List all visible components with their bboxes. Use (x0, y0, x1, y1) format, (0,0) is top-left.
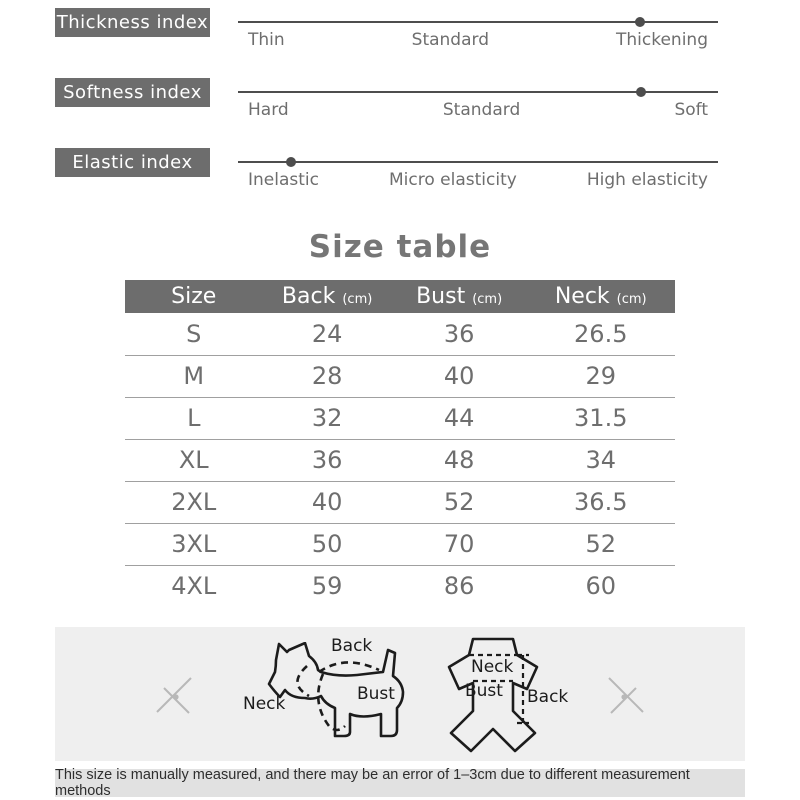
tick-label: Thin (248, 30, 285, 50)
table-row-m (125, 355, 675, 397)
tick-label: Thickening (616, 30, 708, 50)
column-header-size: Size (125, 280, 263, 313)
table-row-2xl (125, 481, 675, 523)
index-row-thickness (55, 8, 800, 63)
table-row-4xl (125, 565, 675, 607)
cell-bust: 52 (392, 481, 527, 523)
dog-neck-label: Neck (243, 694, 286, 714)
garment-neck-label: Neck (471, 657, 514, 677)
measurement-disclaimer: This size is manually measured, and there may be an error of 1–3cm due to different measurement methods (55, 769, 745, 797)
cell-bust: 70 (392, 523, 527, 565)
elastic-index-label: Elastic index (55, 148, 210, 177)
unit-label: (cm) (472, 292, 503, 307)
softness-index-label: Softness index (55, 78, 210, 107)
dog-bust-label: Bust (357, 684, 395, 704)
tick-label: Soft (674, 100, 708, 120)
cell-size: 2XL (125, 481, 263, 523)
dog-back-label: Back (331, 636, 373, 656)
cell-back: 36 (263, 439, 392, 481)
index-row-softness (55, 78, 800, 133)
table-row-xl (125, 439, 675, 481)
column-header-bust: Bust (cm) (392, 280, 527, 313)
slider-track (238, 161, 718, 163)
cell-size: M (125, 355, 263, 397)
cell-neck: 34 (527, 439, 676, 481)
slider-tick-labels (238, 100, 718, 120)
tick-label: Inelastic (248, 170, 319, 190)
cell-size: 4XL (171, 572, 217, 601)
unit-label: (cm) (342, 292, 373, 307)
cell-neck: 36.5 (527, 481, 676, 523)
table-row-3xl (125, 523, 675, 565)
slider-dot (635, 17, 645, 27)
cell-bust: 48 (392, 439, 527, 481)
cell-bust: 86 (443, 572, 475, 601)
garment-measurement-figure (423, 635, 569, 757)
size-table (125, 280, 675, 607)
cell-bust: 40 (392, 355, 527, 397)
cell-bust: 36 (392, 313, 527, 355)
column-header-neck: Neck (cm) (527, 280, 676, 313)
chevron-left-icon (153, 673, 195, 717)
measurement-diagram-panel (55, 627, 745, 761)
garment-bust-label: Bust (465, 681, 503, 701)
cell-back: 32 (263, 397, 392, 439)
slider-track (238, 91, 718, 93)
slider-dot (636, 87, 646, 97)
slider-track (238, 21, 718, 23)
thickness-index-slider (238, 8, 718, 63)
cell-size: L (125, 397, 263, 439)
cell-neck: 26.5 (527, 313, 676, 355)
cell-size: XL (125, 439, 263, 481)
size-table-title: Size table (308, 229, 492, 265)
tick-label: Standard (442, 100, 521, 120)
unit-label: (cm) (616, 292, 647, 307)
cell-neck: 31.5 (527, 397, 676, 439)
thickness-index-label: Thickness index (55, 8, 210, 37)
product-index-section (0, 0, 800, 203)
cell-size: S (125, 313, 263, 355)
tick-label: Hard (248, 100, 289, 120)
cell-neck: 60 (585, 572, 617, 601)
column-header-back: Back (cm) (263, 280, 392, 313)
table-row-s (125, 313, 675, 355)
slider-tick-labels (238, 30, 718, 50)
cell-neck: 29 (527, 355, 676, 397)
cell-back: 24 (263, 313, 392, 355)
cell-back: 40 (263, 481, 392, 523)
tick-label: High elasticity (586, 170, 708, 190)
slider-tick-labels (238, 170, 718, 190)
elastic-index-slider (238, 148, 718, 203)
cell-size: 3XL (125, 523, 263, 565)
tick-label: Standard (411, 30, 489, 50)
cell-neck: 52 (527, 523, 676, 565)
dog-measurement-figure (243, 636, 427, 754)
dog-outline-drawing (267, 642, 427, 754)
cell-bust: 44 (392, 397, 527, 439)
size-table-header-row (125, 280, 675, 313)
table-row-l (125, 397, 675, 439)
index-row-elastic (55, 148, 800, 203)
tick-label: Micro elasticity (389, 170, 517, 190)
slider-dot (286, 157, 296, 167)
softness-index-slider (238, 78, 718, 133)
cell-back: 59 (311, 572, 343, 601)
chevron-right-icon (605, 673, 647, 717)
cell-back: 28 (263, 355, 392, 397)
cell-back: 50 (263, 523, 392, 565)
garment-back-label: Back (527, 687, 569, 707)
